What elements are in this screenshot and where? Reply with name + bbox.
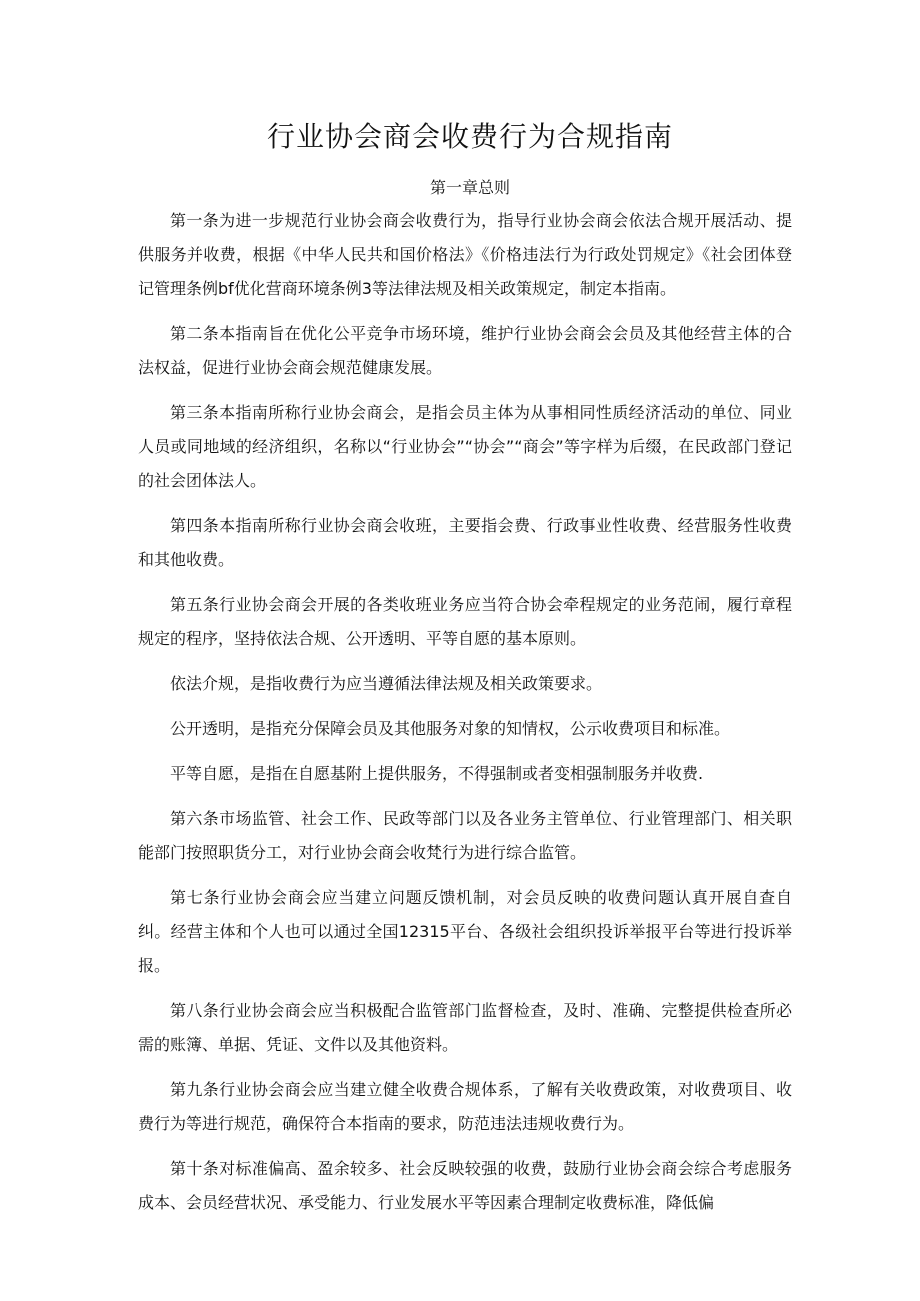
document-body — [138, 204, 792, 1220]
paragraph-3: 第三条本指南所称行业协会商会，是指会员主体为从事相同性质经济活动的单位、同业人员或同地域的经济组织，名称以“行业协会”“协会”“商会”等字样为后缀，在民政部门登记的社会团体法人。 — [138, 403, 792, 490]
document-title: 行业协会商会收费行为合规指南 — [266, 120, 673, 153]
paragraph-5: 第五条行业协会商会开展的各类收班业务应当符合协会牵程规定的业务范闹，履行章程规定的程序，坚持依法合规、公开透明、平等自愿的基本原则。 — [138, 595, 792, 648]
paragraph-10: 第七条行业协会商会应当建立问题反馈机制，对会员反映的收费问题认真开展自查自纠。经营主体和个人也可以通过全国12315平台、各级社会组织投诉举报平台等进行投诉举报。 — [138, 888, 792, 975]
paragraph-1: 第一条为进一步规范行业协会商会收费行为，指导行业协会商会依法合规开展活动、提供服务并收费，根据《中华人民共和国价格法》《价格违法行为行政处罚规定》《社会团体登记管理条例bf优化营商环境条例3等法律法规及相关政策规定，制定本指南。 — [138, 211, 792, 298]
paragraph-4: 第四条本指南所称行业协会商会收班，主要指会费、行政事业性收费、经营服务性收费和其他收费。 — [138, 516, 792, 569]
paragraph-12: 第九条行业协会商会应当建立健全收费合规体系，了解有关收费政策，对收费项目、收费行为等进行规范，确保符合本指南的要求，防范违法违规收费行为。 — [138, 1080, 792, 1133]
paragraph-9: 第六条市场监管、社会工作、民政等部门以及各业务主管单位、行业管理部门、相关职能部门按照职货分工，对行业协会商会收梵行为进行综合监管。 — [138, 809, 792, 862]
paragraph-13: 第十条对标准偏高、盈余较多、社会反映较强的收费，鼓励行业协会商会综合考虑服务成本、会员经营状况、承受能力、行业发展水平等因素合理制定收费标准，降低偏 — [138, 1159, 792, 1212]
paragraph-8: 平等自愿，是指在自愿基附上提供服务，不得强制或者变相强制服务并收费. — [170, 764, 704, 783]
chapter-heading: 第一章总则 — [429, 178, 510, 197]
paragraph-2: 第二条本指南旨在优化公平竞争市场环境，维护行业协会商会会员及其他经营主体的合法权益，促进行业协会商会规范健康发展。 — [138, 324, 792, 377]
paragraph-11: 第八条行业协会商会应当积极配合监管部门监督检查，及时、准确、完整提供检查所必需的账簿、单据、凭证、文件以及其他资料。 — [138, 1001, 792, 1054]
paragraph-6: 依法介规，是指收费行为应当遵循法律法规及相关政策要求。 — [170, 674, 603, 693]
paragraph-7: 公开透明，是指充分保障会员及其他服务对象的知情权，公示收费项目和标准。 — [170, 719, 731, 738]
